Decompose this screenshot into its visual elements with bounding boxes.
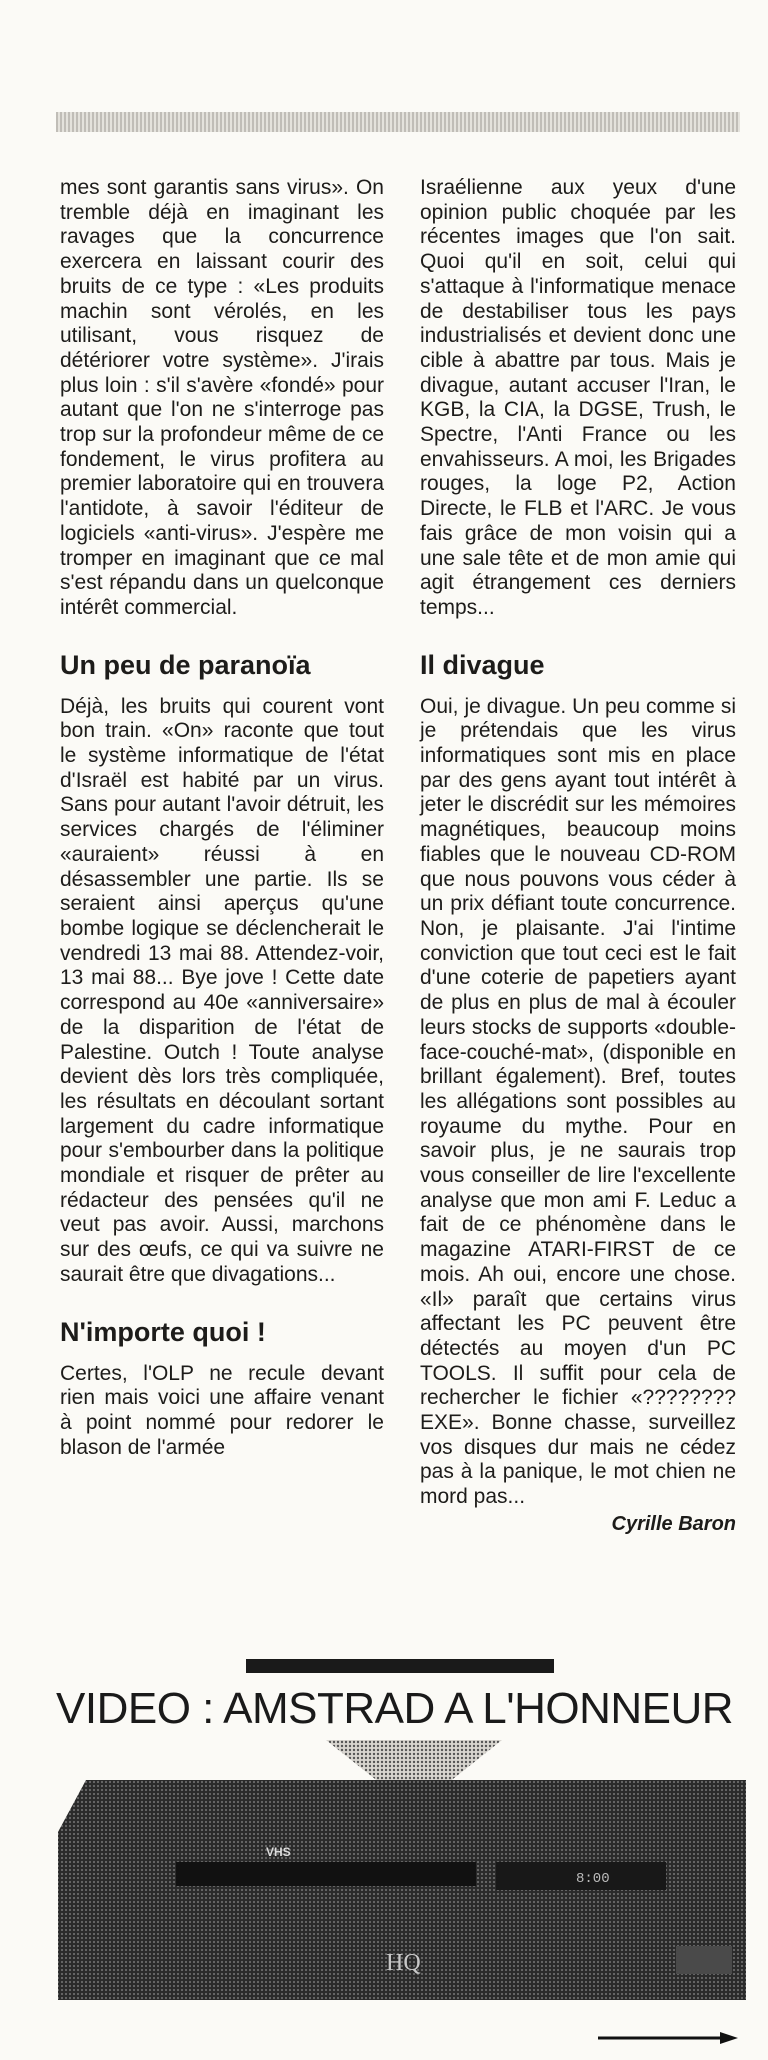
video-section-title: VIDEO : AMSTRAD A L'HONNEUR	[56, 1684, 734, 1733]
tape-slot	[176, 1862, 476, 1886]
article-paragraph: Certes, l'OLP ne recule devant rien mais voici une affaire venant à point nommé pour redorer le blason de l'armée	[60, 1361, 384, 1459]
continue-arrow-icon	[598, 2032, 738, 2044]
section-heading-paranoia: Un peu de paranoïa	[60, 649, 311, 680]
front-buttons	[676, 1946, 732, 1974]
section-heading-il-divague: Il divague	[420, 649, 545, 680]
hq-logo: HQ	[386, 1950, 421, 1976]
author-signature: Cyrille Baron	[611, 1512, 736, 1535]
article-paragraph: Oui, je divague. Un peu comme si je prétendais que les virus informatiques sont mis en place par des gens ayant tout intérêt à jeter le discrédit sur les mémoires magnétiques, beaucoup moins fiables que le nouveau CD-ROM que nous pouvons vous céder à un prix défiant toute concurrence. Non, je plaisante. J'ai l'intime conviction que tout ceci est le fait d'une coterie de papetiers ayant de plus en plus de mal à écouler leurs stocks de supports «double-face-couché-mat», (disponible en brillant également). Bref, toutes les allégations sont possibles au royaume du mythe. Pour en savoir plus, je ne saurais trop vous conseiller de lire l'excellente analyse que mon ami F. Leduc a fait de ce phénomène dans le magazine ATARI-FIRST de ce mois. Ah oui, encore une chose. «Il» paraît que certains virus affectant les PC peuvent être détectés au moyen d'un PC TOOLS. Il suffit pour cela de rechercher le fichier «????????EXE». Bonne chasse, surveillez vos disques dur mais ne cédez pas à la panique, le mot chien ne mord pas...	[420, 694, 736, 1509]
article-paragraph: Déjà, les bruits qui courent vont bon train. «On» raconte que tout le système informatique de l'état d'Israël est habité par un virus. Sans pour autant l'avoir détruit, les services chargés de l'éliminer «auraient» réussi à en désassembler une partie. Ils se seraient ainsi aperçus qu'une bombe logique se déclencherait le vendredi 13 mai 88. Attendez-voir, 13 mai 88... Bye jove ! Cette date correspond au 40e «anniversaire» de la disparition de l'état de Palestine. Outch ! Toute analyse devient dès lors très compliquée, les résultats en découlant sortant largement du cadre informatique pour s'embourber dans la politique mondiale et risquer de prêter au rédacteur des pensées qu'il ne veut pas avoir. Aussi, marchons sur des œufs, ce qui va suivre ne saurait être que divagations...	[60, 694, 384, 1286]
header-pattern-bar	[56, 112, 740, 132]
left-column	[60, 176, 384, 1460]
section-heading-nimporte-quoi: N'importe quoi !	[60, 1316, 266, 1347]
article-paragraph: mes sont garantis sans virus». On tremble déjà en imaginant les ravages que la concurrence exercera en laissant courir des bruits de ce type : «Les produits machin sont vérolés, en les utilisant, vous risquez de détériorer votre système». J'irais plus loin : s'il s'avère «fondé» pour autant que l'on ne s'interroge pas trop sur la profondeur même de ce fondement, le virus profitera au premier laboratoire qui en trouvera l'antidote, à savoir l'éditeur de logiciels «anti-virus». J'espère me tromper en imaginant que ce mal s'est répandu dans un quelconque intérêt commercial.	[60, 176, 384, 619]
vhs-logo: VHS	[266, 1845, 291, 1859]
vcr-photo	[56, 1740, 756, 2010]
display-readout: 8:00	[576, 1871, 610, 1887]
section-divider-bar	[246, 1659, 554, 1673]
vcr-top	[58, 1780, 746, 1832]
article-paragraph: Israélienne aux yeux d'une opinion public choquée par les récentes images que l'on sait. Quoi qu'il en soit, celui qui s'attaque à l'informatique menace de destabiliser tous les pays industrialisés et devient donc une cible à abattre par tous. Mais je divague, autant accuser l'Iran, le KGB, la CIA, la DGSE, Trush, le Spectre, l'Anti France ou les envahisseurs. A moi, les Brigades rouges, la loge P2, Action Directe, le FLB et l'ARC. Je vous fais grâce de mon voisin qui a une sale tête et de mon amie qui agit étrangement ces derniers temps...	[420, 176, 736, 619]
right-column	[420, 176, 736, 1537]
